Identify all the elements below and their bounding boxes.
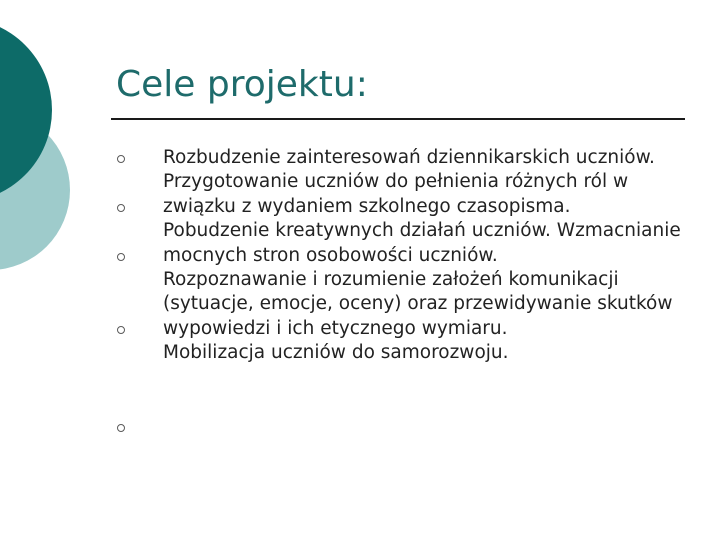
bullet-marker-2: [117, 204, 125, 212]
title-divider: [111, 118, 685, 120]
bullet-marker-4: [117, 326, 125, 334]
bullet-item-4: Rozpoznawanie i rozumienie założeń komunikacji (sytuacje, emocje, oceny) oraz przewidywanie skutków wypowiedzi i ich etycznego wymiaru.: [163, 269, 673, 339]
bullet-item-2: Przygotowanie uczniów do pełnienia różnych ról w związku z wydaniem szkolnego czasopisma.: [163, 171, 629, 217]
bullet-item-3: Pobudzenie kreatywnych działań uczniów. Wzmacnianie mocnych stron osobowości uczniów.: [163, 220, 681, 266]
bullet-marker-1: [117, 155, 125, 163]
bullet-list: [163, 146, 693, 366]
slide-title: Cele projektu:: [116, 64, 368, 105]
bullet-marker-5: [117, 424, 125, 432]
bullet-marker-3: [117, 253, 125, 261]
bullet-item-1: Rozbudzenie zainteresowań dziennikarskich uczniów.: [163, 147, 655, 168]
bullet-item-5: Mobilizacja uczniów do samorozwoju.: [163, 342, 509, 364]
decorative-circles: [0, 0, 80, 290]
